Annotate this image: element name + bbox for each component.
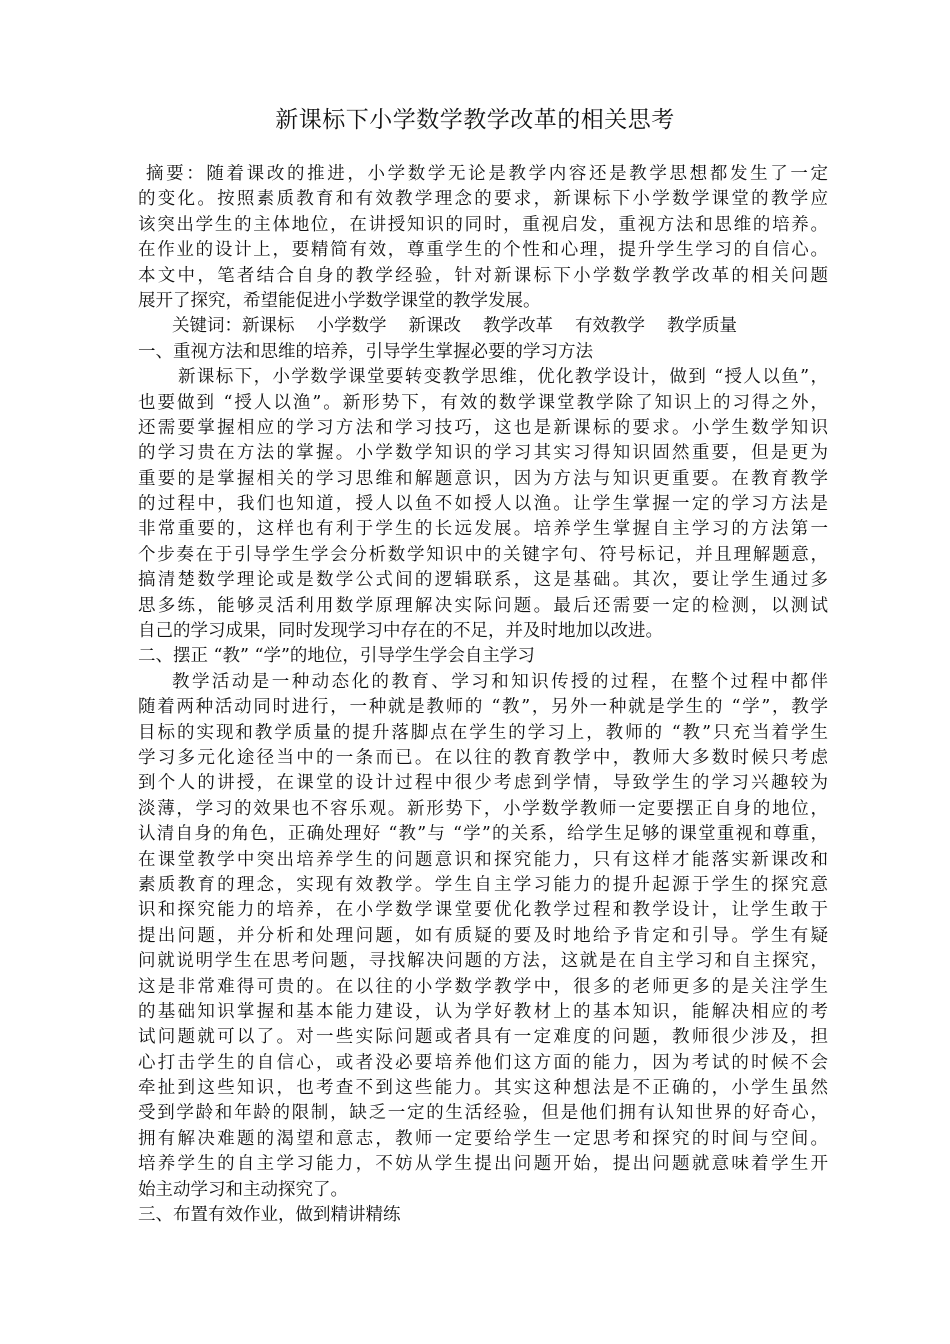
section-3 (138, 1203, 828, 1228)
abstract-line: 摘要：随着课改的推进，小学数学无论是教学内容还是教学思想都发生了一定 (146, 164, 828, 184)
abstract (138, 162, 828, 314)
abstract-line: 的变化。按照素质教育和有效教学理念的要求，新课标下小学数学课堂的教学应 (138, 189, 828, 210)
keywords-label: 关键词：新课标 (172, 316, 295, 337)
paragraph-line: 认清自身的角色，正确处理好 “教”与 “学”的关系，给学生足够的课堂重视和尊重， (138, 824, 828, 845)
keyword: 教学质量 (667, 316, 737, 337)
keyword: 有效教学 (575, 316, 645, 337)
section-heading: 二、摆正 “教” “学”的地位，引导学生学会自主学习 (138, 646, 535, 667)
paragraph-line: 培养学生的自主学习能力，不妨从学生提出问题开始，提出问题就意味着学生开 (138, 1154, 828, 1175)
paragraph-line: 也要做到 “授人以渔”。新形势下，有效的数学课堂教学除了知识上的习得之外， (138, 392, 828, 413)
paragraph-line: 受到学龄和年龄的限制，缺乏一定的生活经验，但是他们拥有认知世界的好奇心， (138, 1103, 828, 1124)
abstract-line: 本文中，笔者结合自身的教学经验，针对新课标下小学数学教学改革的相关问题 (138, 265, 828, 286)
paragraph-line: 淡薄，学习的效果也不容乐观。新形势下，小学数学教师一定要摆正自身的地位， (138, 798, 828, 819)
paragraph-line: 非常重要的，这样也有利于学生的长远发展。培养学生掌握自主学习的方法第一 (138, 519, 828, 540)
paragraph-line: 拥有解决难题的渴望和意志，教师一定要给学生一定思考和探究的时间与空间。 (138, 1128, 828, 1149)
paragraph-line: 个步奏在于引导学生学会分析数学知识中的关键字句、符号标记，并且理解题意， (138, 544, 828, 565)
paragraph-line: 在课堂教学中突出培养学生的问题意识和探究能力，只有这样才能落实新课改和 (138, 849, 828, 870)
paragraph-line: 问就说明学生在思考问题，寻找解决问题的方法，这就是在自主学习和自主探究， (138, 951, 828, 972)
paragraph-line: 素质教育的理念，实现有效教学。学生自主学习能力的提升起源于学生的探究意 (138, 874, 828, 895)
keyword: 新课改 (408, 316, 461, 337)
paragraph-line: 的学习贵在方法的掌握。小学数学知识的学习其实习得知识固然重要，但是更为 (138, 443, 828, 464)
paragraph-line: 心打击学生的自信心，或者没必要培养他们这方面的能力，因为考试的时候不会 (138, 1052, 828, 1073)
section-1 (138, 340, 828, 645)
keyword: 小学数学 (316, 316, 387, 337)
paragraph-line: 试问题就可以了。对一些实际问题或者具有一定难度的问题，教师很少涉及，担 (138, 1027, 828, 1048)
section-2 (138, 644, 828, 1203)
keyword: 教学改革 (483, 316, 553, 337)
paragraph-line: 到个人的讲授，在课堂的设计过程中很少考虑到学情，导致学生的学习兴趣较为 (138, 773, 828, 794)
document-body (138, 162, 828, 1228)
paragraph-line: 提出问题，并分析和处理问题，如有质疑的要及时地给予肯定和引导。学生有疑 (138, 925, 828, 946)
paragraph-line: 学习多元化途径当中的一条而已。在以往的教育教学中，教师大多数时候只考虑 (138, 747, 828, 768)
paragraph-line: 的基础知识掌握和基本能力建设，认为学好教材上的基本知识，能解决相应的考 (138, 1001, 828, 1022)
paragraph-line: 还需要掌握相应的学习方法和学习技巧，这也是新课标的要求。小学生数学知识 (138, 417, 828, 438)
paragraph-line: 自己的学习成果，同时发现学习中存在的不足，并及时地加以改进。 (138, 621, 663, 642)
paragraph-line: 思多练，能够灵活利用数学原理解决实际问题。最后还需要一定的检测，以测试 (138, 595, 828, 616)
paragraph-line: 牵扯到这些知识，也考查不到这些能力。其实这种想法是不正确的，小学生虽然 (138, 1078, 828, 1099)
paragraph-line: 随着两种活动同时进行，一种就是教师的 “教”，另外一种就是学生的 “学”，教学 (138, 697, 828, 718)
abstract-line: 展开了探究，希望能促进小学数学课堂的教学发展。 (138, 290, 541, 311)
section-heading: 三、布置有效作业，做到精讲精练 (138, 1205, 401, 1226)
paragraph-line: 搞清楚数学理论或是数学公式间的逻辑联系，这是基础。其次，要让学生通过多 (138, 570, 828, 591)
section-heading: 一、重视方法和思维的培养，引导学生掌握必要的学习方法 (138, 341, 593, 362)
document-title: 新课标下小学数学教学改革的相关思考 (275, 107, 675, 133)
paragraph-line: 教学活动是一种动态化的教育、学习和知识传授的过程，在整个过程中都伴 (172, 671, 828, 692)
paragraph-line: 这是非常难得可贵的。在以往的小学数学教学中，很多的老师更多的是关注学生 (138, 976, 828, 997)
paragraph-line: 目标的实现和教学质量的提升落脚点在学生的学习上，教师的 “教”只充当着学生 (138, 722, 828, 743)
paragraph-line: 新课标下，小学数学课堂要转变教学思维，优化教学设计，做到 “授人以鱼”， (178, 367, 828, 388)
paragraph-line: 重要的是掌握相关的学习思维和解题意识，因为方法与知识更重要。在教育教学 (138, 468, 828, 489)
keywords-line (138, 314, 828, 339)
paragraph-line: 识和探究能力的培养，在小学数学课堂要优化教学过程和教学设计，让学生敢于 (138, 900, 828, 921)
abstract-line: 该突出学生的主体地位，在讲授知识的同时，重视启发，重视方法和思维的培养。 (138, 214, 828, 235)
paragraph-line: 的过程中，我们也知道，授人以鱼不如授人以渔。让学生掌握一定的学习方法是 (138, 494, 828, 515)
paragraph-line: 始主动学习和主动探究了。 (138, 1179, 348, 1200)
abstract-line: 在作业的设计上，要精简有效，尊重学生的个性和心理，提升学生学习的自信心。 (138, 240, 828, 261)
